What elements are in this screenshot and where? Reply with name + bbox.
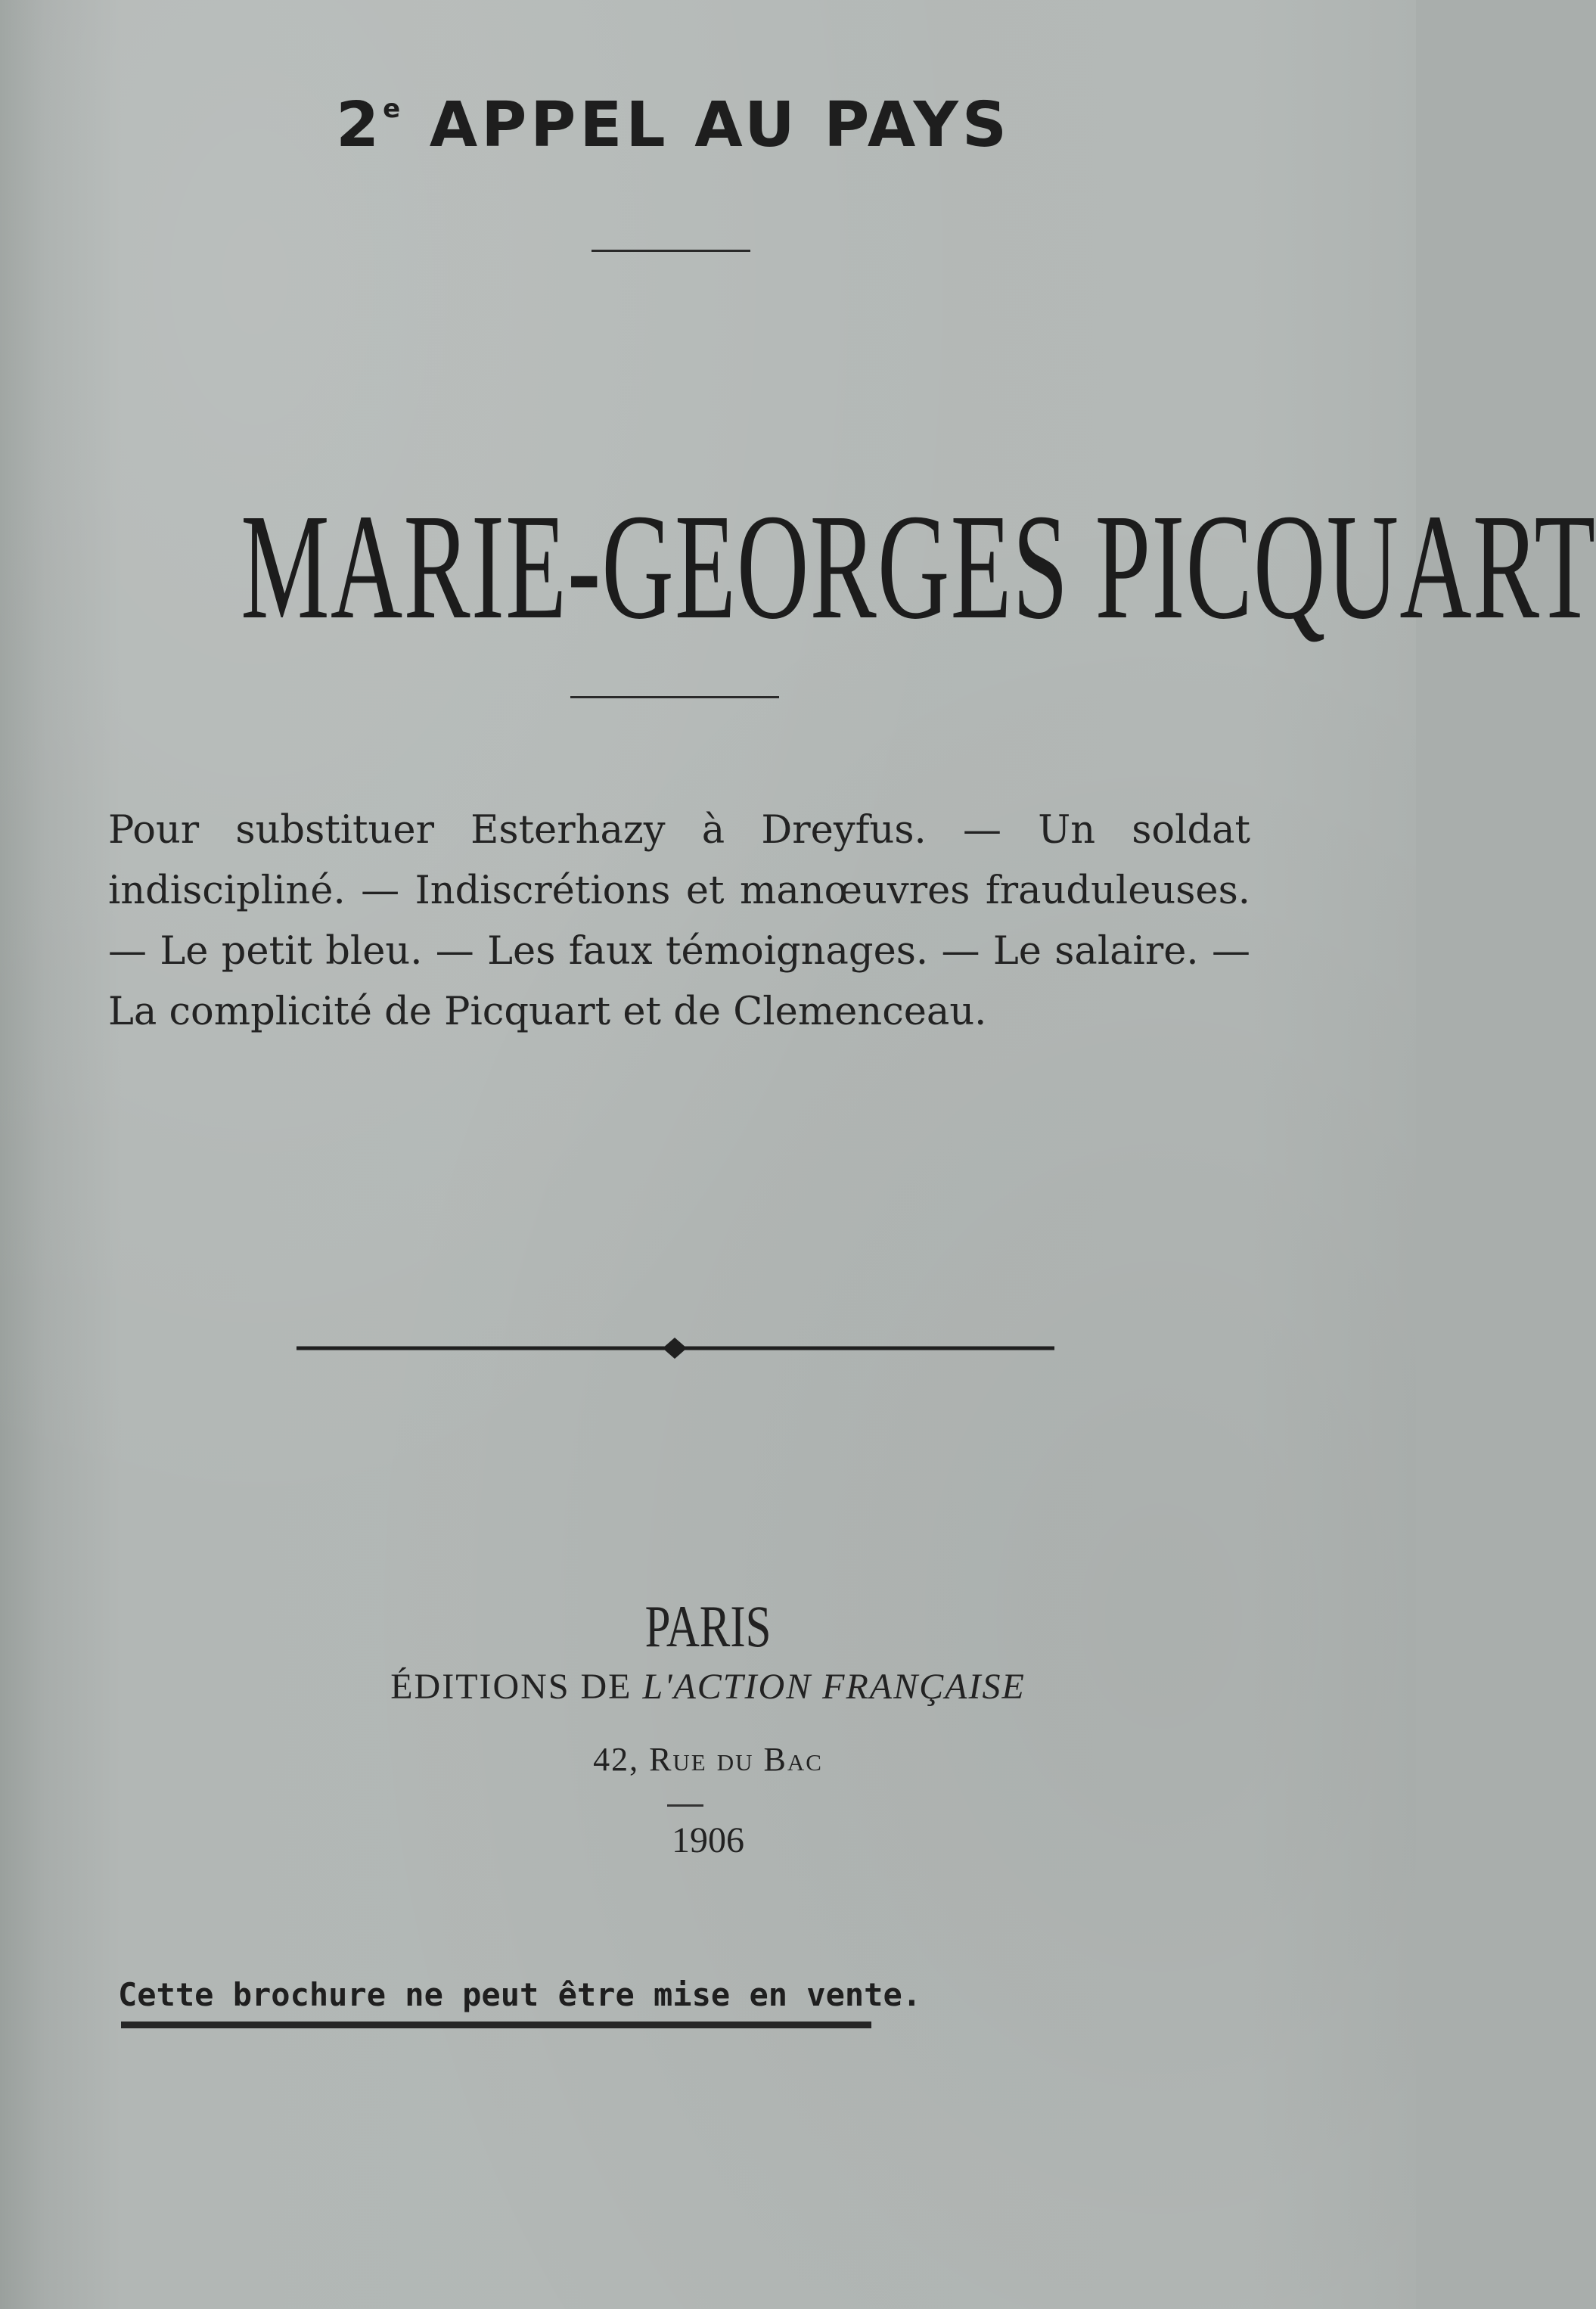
series-ordinal: 2 [336, 89, 383, 161]
series-ordinal-suffix: e [383, 94, 405, 124]
imprint-publisher [0, 1666, 1416, 1708]
sale-notice: Cette brochure ne peut être mise en vente. [118, 1976, 922, 2013]
diamond-rule-ornament [297, 1333, 1054, 1363]
year-divider [667, 1804, 703, 1807]
imprint-city: PARIS [644, 1593, 772, 1659]
title-divider [570, 696, 779, 698]
page-title: MARIE-GEORGES PICQUART [241, 483, 1596, 651]
imprint-address: 42, Rue du Bac [593, 1741, 823, 1778]
contents-summary: Pour substituer Esterhazy à Dreyfus. — Un soldat indiscipliné. — Indiscrétions et manœuvres frauduleuses. — Le petit bleu. — Les faux témoignages. — Le salaire. — La complicité de Picquart et de Clemenceau. [108, 808, 1250, 1034]
notice-underline [121, 2022, 871, 2028]
publisher-name: L'ACTION FRANÇAISE [642, 1667, 1026, 1707]
series-title: APPEL AU PAYS [429, 89, 1011, 161]
top-divider [592, 250, 750, 252]
imprint-year: 1906 [672, 1820, 744, 1860]
series-heading [0, 89, 1346, 161]
publisher-prefix: ÉDITIONS DE [390, 1667, 643, 1707]
